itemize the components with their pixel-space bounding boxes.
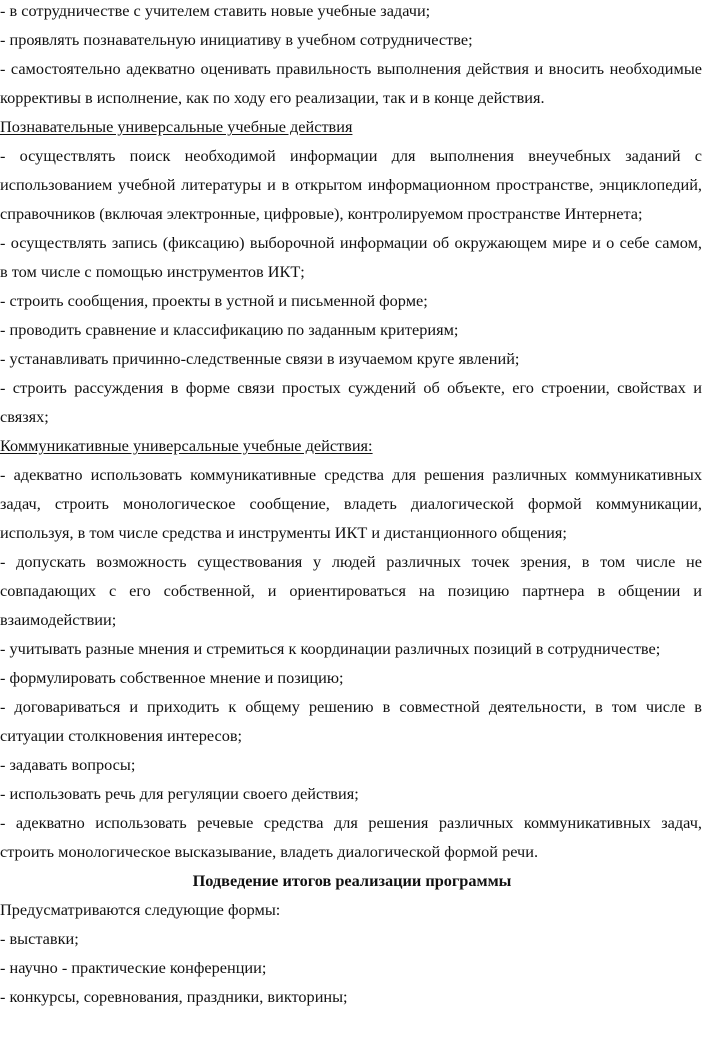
text-line: в том числе с помощью инструментов ИКТ; <box>0 262 305 281</box>
text-line: - строить сообщения, проекты в устной и письменной форме; <box>0 291 428 310</box>
text-line: - допускать возможность существования у людей различных точек зрения, в том числе не <box>0 552 702 571</box>
text-line: строить монологическое высказывание, владеть диалогической формой речи. <box>0 842 539 861</box>
text-line: Предусматриваются следующие формы: <box>0 900 281 919</box>
text-line: - проводить сравнение и классификацию по заданным критериям; <box>0 320 459 339</box>
text-line: - осуществлять запись (фиксацию) выборочной информации об окружающем мире и о себе самом, <box>0 233 702 252</box>
text-line: - самостоятельно адекватно оценивать правильность выполнения действия и вносить необходимые <box>0 59 702 78</box>
list-item: - научно - практические конференции; <box>0 958 267 977</box>
text-line: - использовать речь для регуляции своего действия; <box>0 784 359 803</box>
section-heading-summary: Подведение итогов реализации программы <box>192 871 512 890</box>
text-line: - учитывать разные мнения и стремиться к координации различных позиций в сотрудничестве; <box>0 639 661 658</box>
text-line: - адекватно использовать коммуникативные средства для решения различных коммуникативных <box>0 465 702 484</box>
text-line: - договариваться и приходить к общему решению в совместной деятельности, в том числе в <box>0 697 702 716</box>
text-line: используя, в том числе средства и инструменты ИКТ и дистанционного общения; <box>0 523 567 542</box>
text-line: - проявлять познавательную инициативу в учебном сотрудничестве; <box>0 30 473 49</box>
text-line: задач, строить монологическое сообщение, владеть диалогической формой коммуникации, <box>0 494 702 513</box>
list-item: - конкурсы, соревнования, праздники, викторины; <box>0 987 348 1006</box>
section-heading-cognitive: Познавательные универсальные учебные действия <box>0 117 353 136</box>
list-item: - выставки; <box>0 929 79 948</box>
text-line: - адекватно использовать речевые средства для решения различных коммуникативных задач, <box>0 813 702 832</box>
text-line: связях; <box>0 407 49 426</box>
text-line: - устанавливать причинно-следственные связи в изучаемом круге явлений; <box>0 349 520 368</box>
text-line: использованием учебной литературы и в открытом информационном пространстве, энциклопедий, <box>0 175 702 194</box>
text-line: взаимодействии; <box>0 610 117 629</box>
text-line: совпадающих с его собственной, и ориентироваться на позицию партнера в общении и <box>0 581 702 600</box>
text-line: коррективы в исполнение, как по ходу его реализации, так и в конце действия. <box>0 88 545 107</box>
section-heading-communicative: Коммуникативные универсальные учебные действия: <box>0 436 373 455</box>
text-line: - осуществлять поиск необходимой информации для выполнения внеучебных заданий с <box>0 146 702 165</box>
text-line: - формулировать собственное мнение и позицию; <box>0 668 344 687</box>
text-line: - в сотрудничестве с учителем ставить новые учебные задачи; <box>0 1 431 20</box>
text-line: ситуации столкновения интересов; <box>0 726 243 745</box>
text-line: - строить рассуждения в форме связи простых суждений об объекте, его строении, свойствах и <box>0 378 702 397</box>
text-line: - задавать вопросы; <box>0 755 136 774</box>
text-line: справочников (включая электронные, цифровые), контролируемом пространстве Интернета; <box>0 204 643 223</box>
